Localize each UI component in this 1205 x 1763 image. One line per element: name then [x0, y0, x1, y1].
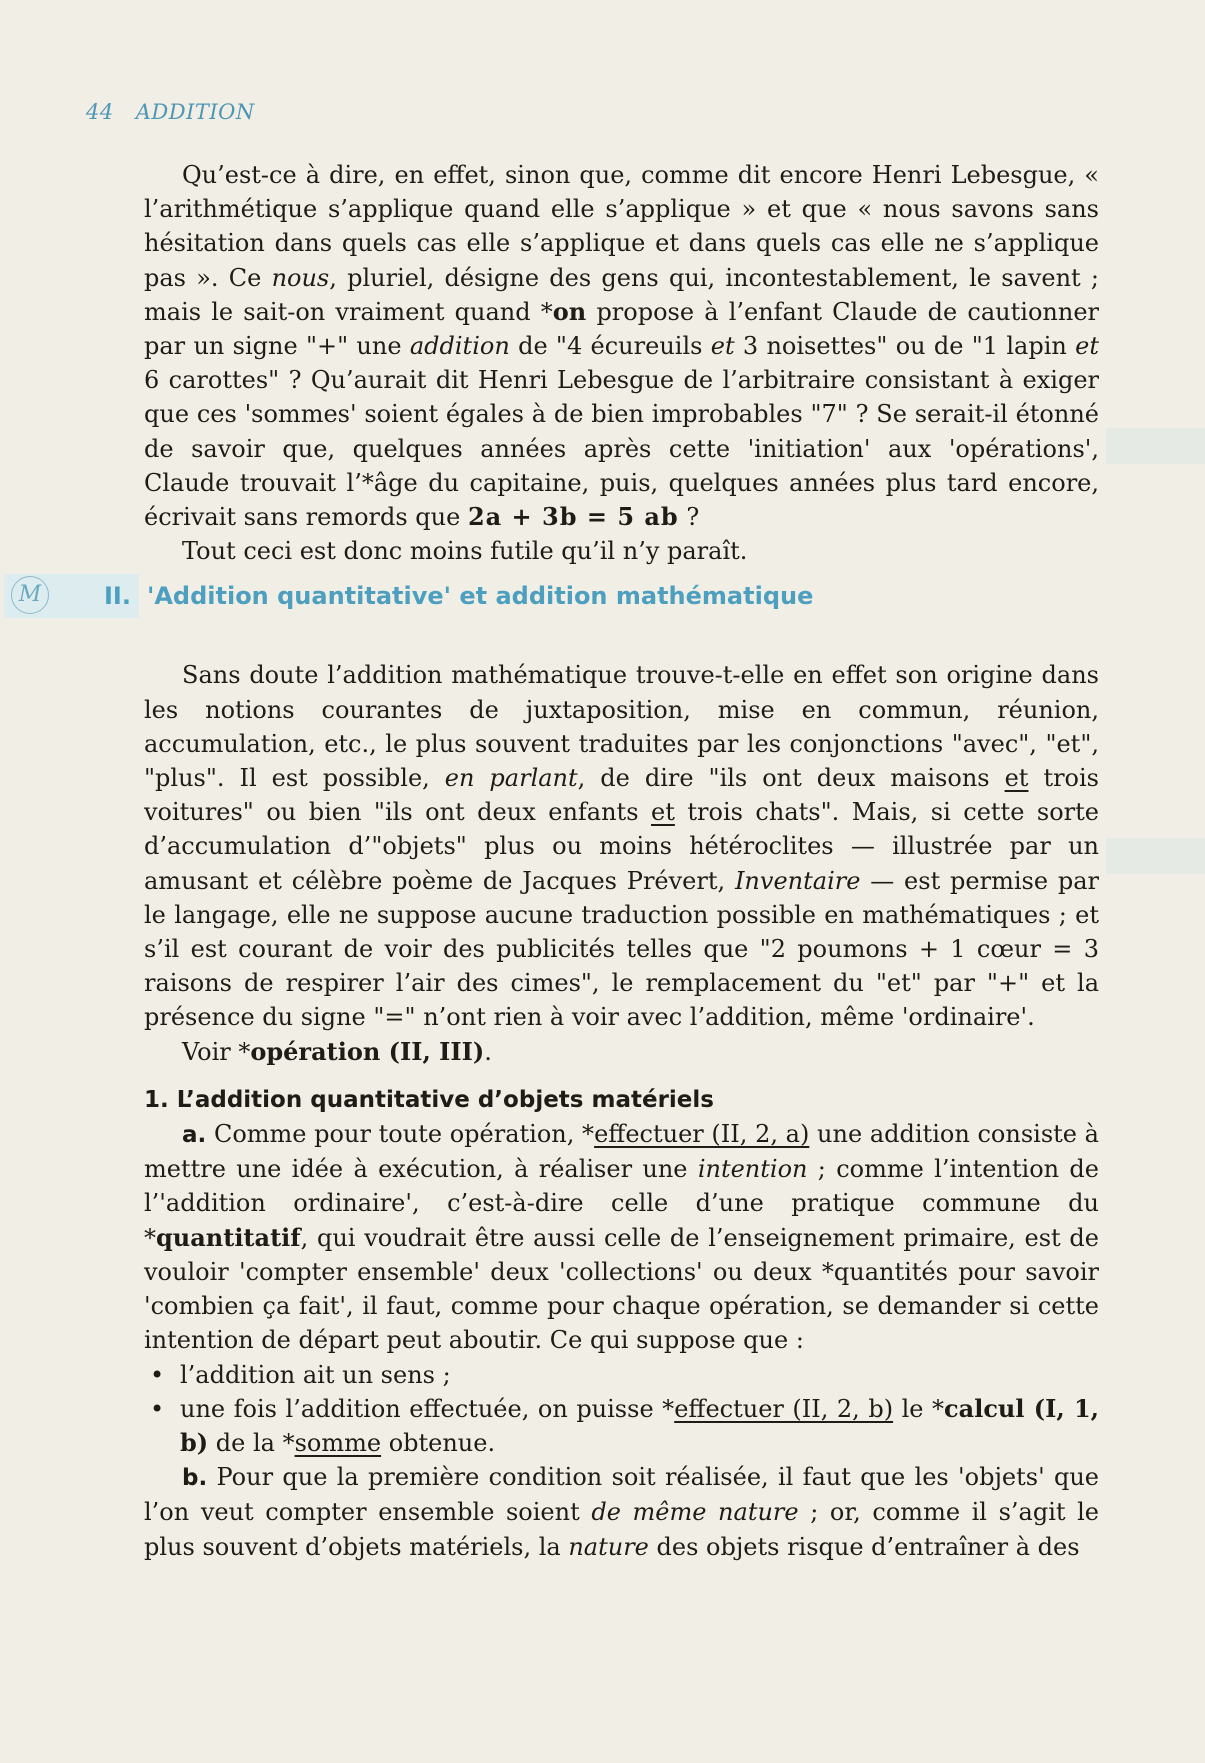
bullet-icon: • [150, 1360, 165, 1389]
subsection-title: 1. L’addition quantitative d’objets matériels [144, 1086, 714, 1113]
text: obtenue. [381, 1428, 496, 1457]
see-also [144, 1035, 1099, 1069]
text: 3 noisettes" ou de "1 lapin [734, 332, 1076, 361]
text: . [484, 1037, 492, 1066]
running-title: ADDITION [135, 100, 255, 124]
text: trois voitures" ou bien "ils ont deux enfants [144, 764, 1099, 827]
text: propose à l’enfant Claude de cautionner par un signe "+" une [144, 297, 1099, 361]
text: , pluriel, désigne des gens qui, incontestablement, le savent ; mais le sait-on vraiment quand * [144, 263, 1099, 326]
section-number: II. [104, 582, 131, 611]
emphasis: intention [697, 1155, 808, 1184]
mathematics-icon: M [11, 576, 49, 614]
section-title: 'Addition quantitative' et addition mathématique [146, 582, 814, 611]
paragraph-juxtaposition [144, 658, 1099, 1034]
text: de "4 écureuils [509, 332, 711, 361]
text: des objets risque d’entraîner à des [648, 1532, 1080, 1561]
cross-reference: on [552, 296, 587, 326]
formula: 2a + 3b = 5 ab [467, 502, 679, 532]
section-heading [18, 576, 1099, 618]
underlined-word: et [1004, 764, 1029, 793]
bullet-icon: • [150, 1394, 165, 1423]
text: , de dire "ils ont deux maisons [577, 764, 1005, 793]
text: Qu’est-ce à dire, en effet, sinon que, comme dit encore Henri Lebesgue, « l’arithmétique s’applique quand elle s’applique » et que « nous savons sans hésitation dans quels cas elle s’applique et dans quels cas elle ne s’applique pas ». Ce [144, 161, 1099, 292]
paragraph-lebesgue [144, 158, 1099, 534]
cross-reference: effectuer (II, 2, a) [594, 1120, 810, 1149]
cross-reference: quantitatif [156, 1222, 301, 1252]
running-header [86, 100, 255, 124]
paragraph-b [144, 1460, 1099, 1564]
text: ; or, comme il s’agit le plus souvent d’objets matériels, la [144, 1498, 1100, 1561]
emphasis: et [1075, 332, 1099, 361]
emphasis: addition [409, 332, 510, 361]
cross-reference: effectuer (II, 2, b) [674, 1394, 894, 1423]
text: Voir * [182, 1037, 251, 1066]
emphasis: nous [271, 263, 330, 292]
margin-tab [1106, 838, 1205, 874]
section-title-line [104, 576, 813, 616]
text: — est permise par le langage, elle ne suppose aucune traduction possible en mathématiques ; et s’il est courant de voir des publicités telles que "2 poumons + 1 cœur = 3 raisons de respirer l’air des cimes", le remplacement du "et" par "+" et la présence du signe "=" n’ont rien à voir avec l’addition, même 'ordinaire'. [144, 866, 1099, 1032]
emphasis: nature [568, 1532, 649, 1561]
cross-reference: somme [294, 1428, 382, 1457]
text: ; comme l’intention de l’'addition ordinaire', c’est-à-dire celle d’une pratique commune du * [144, 1155, 1099, 1252]
text: trois chats". Mais, si cette sorte d’accumulation d’"objets" plus ou moins hétéroclites — illustrée par un amusant et célèbre poème de Jacques Prévert, [144, 798, 1099, 895]
item-label: a. [182, 1122, 207, 1149]
underlined-word: et [651, 798, 675, 827]
emphasis: Inventaire [734, 866, 861, 895]
text: , qui voudrait être aussi celle de l’enseignement primaire, est de vouloir 'compter ensemble' deux 'collections' ou deux *quantités pour savoir 'combien ça fait', il faut, comme pour chaque opération, se demander si cette intention de départ peut aboutir. Ce qui suppose que : [144, 1223, 1099, 1355]
paragraph-futile: Tout ceci est donc moins futile qu’il n’y paraît. [182, 537, 748, 566]
text: une fois l’addition effectuée, on puisse * [180, 1394, 675, 1423]
text: ? [678, 503, 700, 532]
text: de la * [208, 1428, 295, 1457]
text: Sans doute l’addition mathématique trouve-t-elle en effet son origine dans les notions courantes de juxtaposition, mise en commun, réunion, accumulation, etc., le plus souvent traduites par les conjonctions "avec", "et", "plus". Il est possible, [144, 661, 1099, 793]
text: Comme pour toute opération, * [206, 1120, 595, 1149]
margin-tab [1106, 428, 1205, 464]
page-body [18, 158, 1100, 1564]
emphasis: et [710, 332, 735, 361]
text: 6 carottes" ? Qu’aurait dit Henri Lebesgue de l’arbitraire consistant à exiger que ces 'sommes' soient égales à de bien improbables "7" ? Se serait-il étonné de savoir que, quelques années après cette 'initiation' aux 'opérations', Claude trouvait l’*âge du capitaine, puis, quelques années plus tard encore, écrivait sans remords que [144, 366, 1099, 532]
text: le * [893, 1394, 945, 1423]
text: Pour que la première condition soit réalisée, il faut que les 'objets' que l’on veut compter ensemble soient [144, 1463, 1099, 1527]
paragraph-a [144, 1117, 1099, 1357]
text: l’addition ait un sens ; [180, 1360, 451, 1389]
emphasis: en parlant [444, 764, 578, 793]
item-label: b. [182, 1465, 208, 1492]
bullet-item [144, 1358, 1099, 1392]
emphasis: de même nature [591, 1498, 799, 1527]
cross-reference: opération (II, III) [250, 1036, 485, 1066]
cross-reference: calcul (I, 1, b) [180, 1393, 1100, 1457]
bullet-item [144, 1392, 1099, 1460]
page-number: 44 [86, 100, 114, 124]
text: une addition consiste à mettre une idée à exécution, à réaliser une [144, 1120, 1099, 1184]
